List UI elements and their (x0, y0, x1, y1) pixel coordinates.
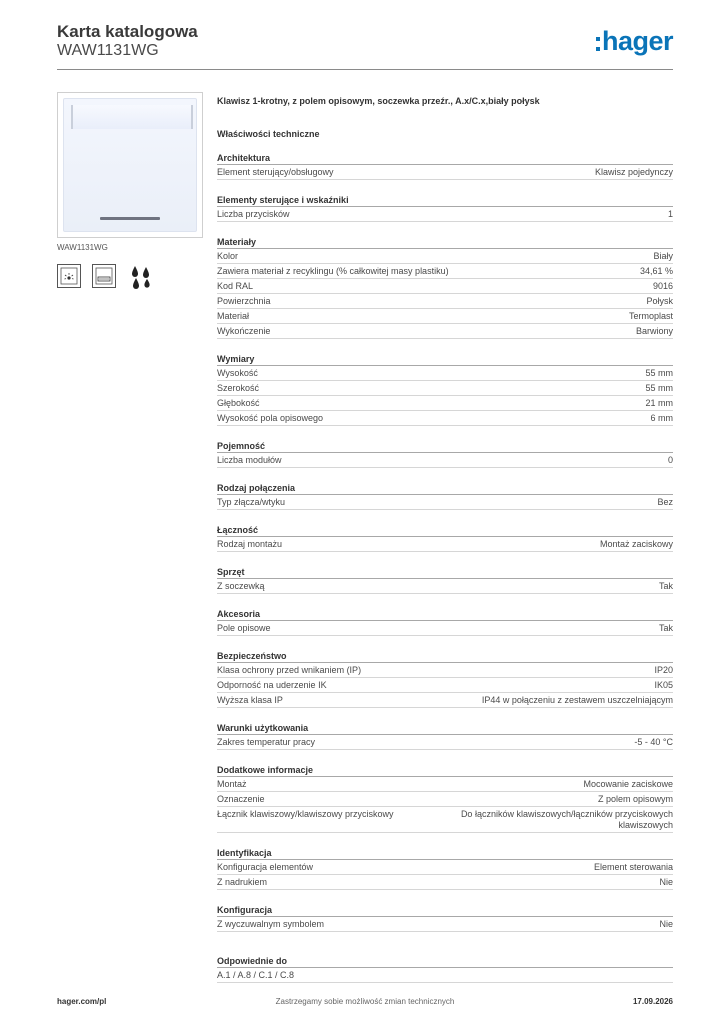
specification-panel (217, 95, 673, 983)
spec-label: Oznaczenie (217, 794, 265, 804)
spec-section (217, 567, 673, 594)
spec-section (217, 848, 673, 890)
spec-value: Montaż zaciskowy (599, 539, 673, 549)
spec-row (217, 693, 673, 708)
spec-label: Wysokość (217, 368, 258, 378)
page-header (57, 20, 673, 68)
spec-row (217, 411, 673, 426)
section-title: Konfiguracja (217, 905, 673, 917)
spec-value: 1 (667, 209, 673, 219)
spec-row (217, 294, 673, 309)
spec-row (217, 792, 673, 807)
image-caption: WAW1131WG (57, 243, 108, 252)
spec-value: Bez (657, 497, 673, 507)
compatible-section (217, 956, 673, 983)
section-title: Materiały (217, 237, 673, 249)
spec-label: Pole opisowe (217, 623, 271, 633)
spec-row (217, 165, 673, 180)
spec-label: Liczba modułów (217, 455, 282, 465)
spec-label: Konfiguracja elementów (217, 862, 314, 872)
spec-label: Klasa ochrony przed wnikaniem (IP) (217, 665, 362, 675)
feature-icons (57, 264, 203, 290)
product-image (57, 92, 203, 238)
water-drops-icon (127, 264, 153, 290)
spec-value: Nie (659, 919, 673, 929)
spec-label: Element sterujący/obsługowy (217, 167, 334, 177)
spec-row (217, 264, 673, 279)
spec-value: 55 mm (645, 383, 673, 393)
spec-value: IP44 w połączeniu z zestawem uszczelniającym (481, 695, 673, 705)
spec-value: Biały (653, 251, 673, 261)
spec-label: Kolor (217, 251, 239, 261)
document-title: Karta katalogowa (57, 22, 198, 41)
spec-value: 9016 (652, 281, 673, 291)
spec-row (217, 309, 673, 324)
spec-value: 6 mm (650, 413, 673, 423)
section-title: Pojemność (217, 441, 673, 453)
spec-label: Rodzaj montażu (217, 539, 283, 549)
section-title: Akcesoria (217, 609, 673, 621)
logo-dots-icon (596, 37, 600, 51)
indicator-lens (100, 217, 160, 220)
technical-properties-title: Właściwości techniczne (217, 129, 320, 139)
section-title: Wymiary (217, 354, 673, 366)
section-title: Identyfikacja (217, 848, 673, 860)
light-indicator-icon (57, 264, 81, 288)
spec-label: Materiał (217, 311, 250, 321)
spec-value: Połysk (646, 296, 673, 306)
spec-value: Klawisz pojedynczy (594, 167, 673, 177)
spec-value: 21 mm (645, 398, 673, 408)
spec-section (217, 905, 673, 932)
spec-row (217, 663, 673, 678)
spec-label: Wysokość pola opisowego (217, 413, 323, 423)
hager-logo (596, 26, 673, 56)
spec-value: Termoplast (628, 311, 673, 321)
product-code: WAW1131WG (57, 42, 159, 59)
spec-value: Element sterowania (593, 862, 673, 872)
rocker-plate (63, 98, 197, 232)
spec-value: 34,61 % (639, 266, 673, 276)
section-title: Warunki użytkowania (217, 723, 673, 735)
spec-row (217, 396, 673, 411)
spec-value: IK05 (654, 680, 673, 690)
spec-section (217, 525, 673, 552)
spec-value: Mocowanie zaciskowe (583, 779, 673, 789)
spec-value: Z polem opisowym (597, 794, 673, 804)
spec-value: Tak (658, 581, 673, 591)
footer-website: hager.com/pl (57, 997, 107, 1006)
spec-row (217, 207, 673, 222)
spec-label: Odporność na uderzenie IK (217, 680, 327, 690)
spec-row (217, 735, 673, 750)
label-field-icon (92, 264, 116, 288)
section-title: Dodatkowe informacje (217, 765, 673, 777)
product-description: Klawisz 1-krotny, z polem opisowym, soczewka przeźr., A.x/C.x,biały połysk (217, 96, 540, 106)
section-title: Sprzęt (217, 567, 673, 579)
spec-row (217, 249, 673, 264)
spec-section (217, 195, 673, 222)
footer-date: 17.09.2026 (632, 997, 673, 1006)
spec-row (217, 495, 673, 510)
logo-text: hager (601, 26, 673, 56)
spec-section (217, 651, 673, 708)
spec-row (217, 875, 673, 890)
spec-section (217, 609, 673, 636)
spec-section (217, 153, 673, 180)
spec-label: Z nadrukiem (217, 877, 268, 887)
spec-value: 0 (667, 455, 673, 465)
spec-row (217, 366, 673, 381)
spec-value: Do łączników klawiszowych/łączników przyciskowych klawiszowych (460, 809, 673, 830)
spec-value: A.1 / A.8 / C.1 / C.8 (217, 970, 295, 980)
spec-label: Zawiera materiał z recyklingu (% całkowitej masy plastiku) (217, 266, 449, 276)
spec-value: Nie (659, 877, 673, 887)
spec-section (217, 237, 673, 339)
spec-section (217, 354, 673, 426)
spec-label: Szerokość (217, 383, 260, 393)
section-title: Bezpieczeństwo (217, 651, 673, 663)
spec-label: Wyższa klasa IP (217, 695, 283, 705)
footer-disclaimer: Zastrzegamy sobie możliwość zmian technicznych (275, 997, 455, 1006)
spec-section (217, 765, 673, 833)
spec-row (217, 807, 673, 833)
spec-label: Powierzchnia (217, 296, 271, 306)
spec-value: Barwiony (635, 326, 673, 336)
spec-label: Z soczewką (217, 581, 265, 591)
spec-row (217, 621, 673, 636)
section-title: Rodzaj połączenia (217, 483, 673, 495)
spec-section (217, 441, 673, 468)
spec-label: Wykończenie (217, 326, 271, 336)
spec-row (217, 860, 673, 875)
spec-section (217, 723, 673, 750)
spec-label: Łącznik klawiszowy/klawiszowy przyciskowy (217, 809, 394, 819)
spec-row (217, 678, 673, 693)
section-title: Łączność (217, 525, 673, 537)
spec-label: Z wyczuwalnym symbolem (217, 919, 325, 929)
spec-label: Zakres temperatur pracy (217, 737, 316, 747)
section-title: Odpowiednie do (217, 956, 673, 968)
spec-label: Głębokość (217, 398, 260, 408)
spec-row (217, 777, 673, 792)
spec-section (217, 483, 673, 510)
spec-row (217, 968, 673, 983)
spec-label: Liczba przycisków (217, 209, 290, 219)
section-title: Elementy sterujące i wskaźniki (217, 195, 673, 207)
spec-value: Tak (658, 623, 673, 633)
spec-label: Montaż (217, 779, 247, 789)
spec-row (217, 381, 673, 396)
label-window (71, 105, 193, 129)
product-image-panel (57, 92, 203, 290)
spec-row (217, 324, 673, 339)
spec-value: 55 mm (645, 368, 673, 378)
spec-row (217, 279, 673, 294)
spec-value: IP20 (654, 665, 673, 675)
spec-label: Typ złącza/wtyku (217, 497, 286, 507)
spec-sections (217, 153, 673, 932)
spec-row (217, 537, 673, 552)
header-divider (57, 69, 673, 70)
section-title: Architektura (217, 153, 673, 165)
spec-label: Kod RAL (217, 281, 254, 291)
spec-row (217, 453, 673, 468)
spec-row (217, 579, 673, 594)
spec-row (217, 917, 673, 932)
spec-value: -5 - 40 °C (634, 737, 673, 747)
